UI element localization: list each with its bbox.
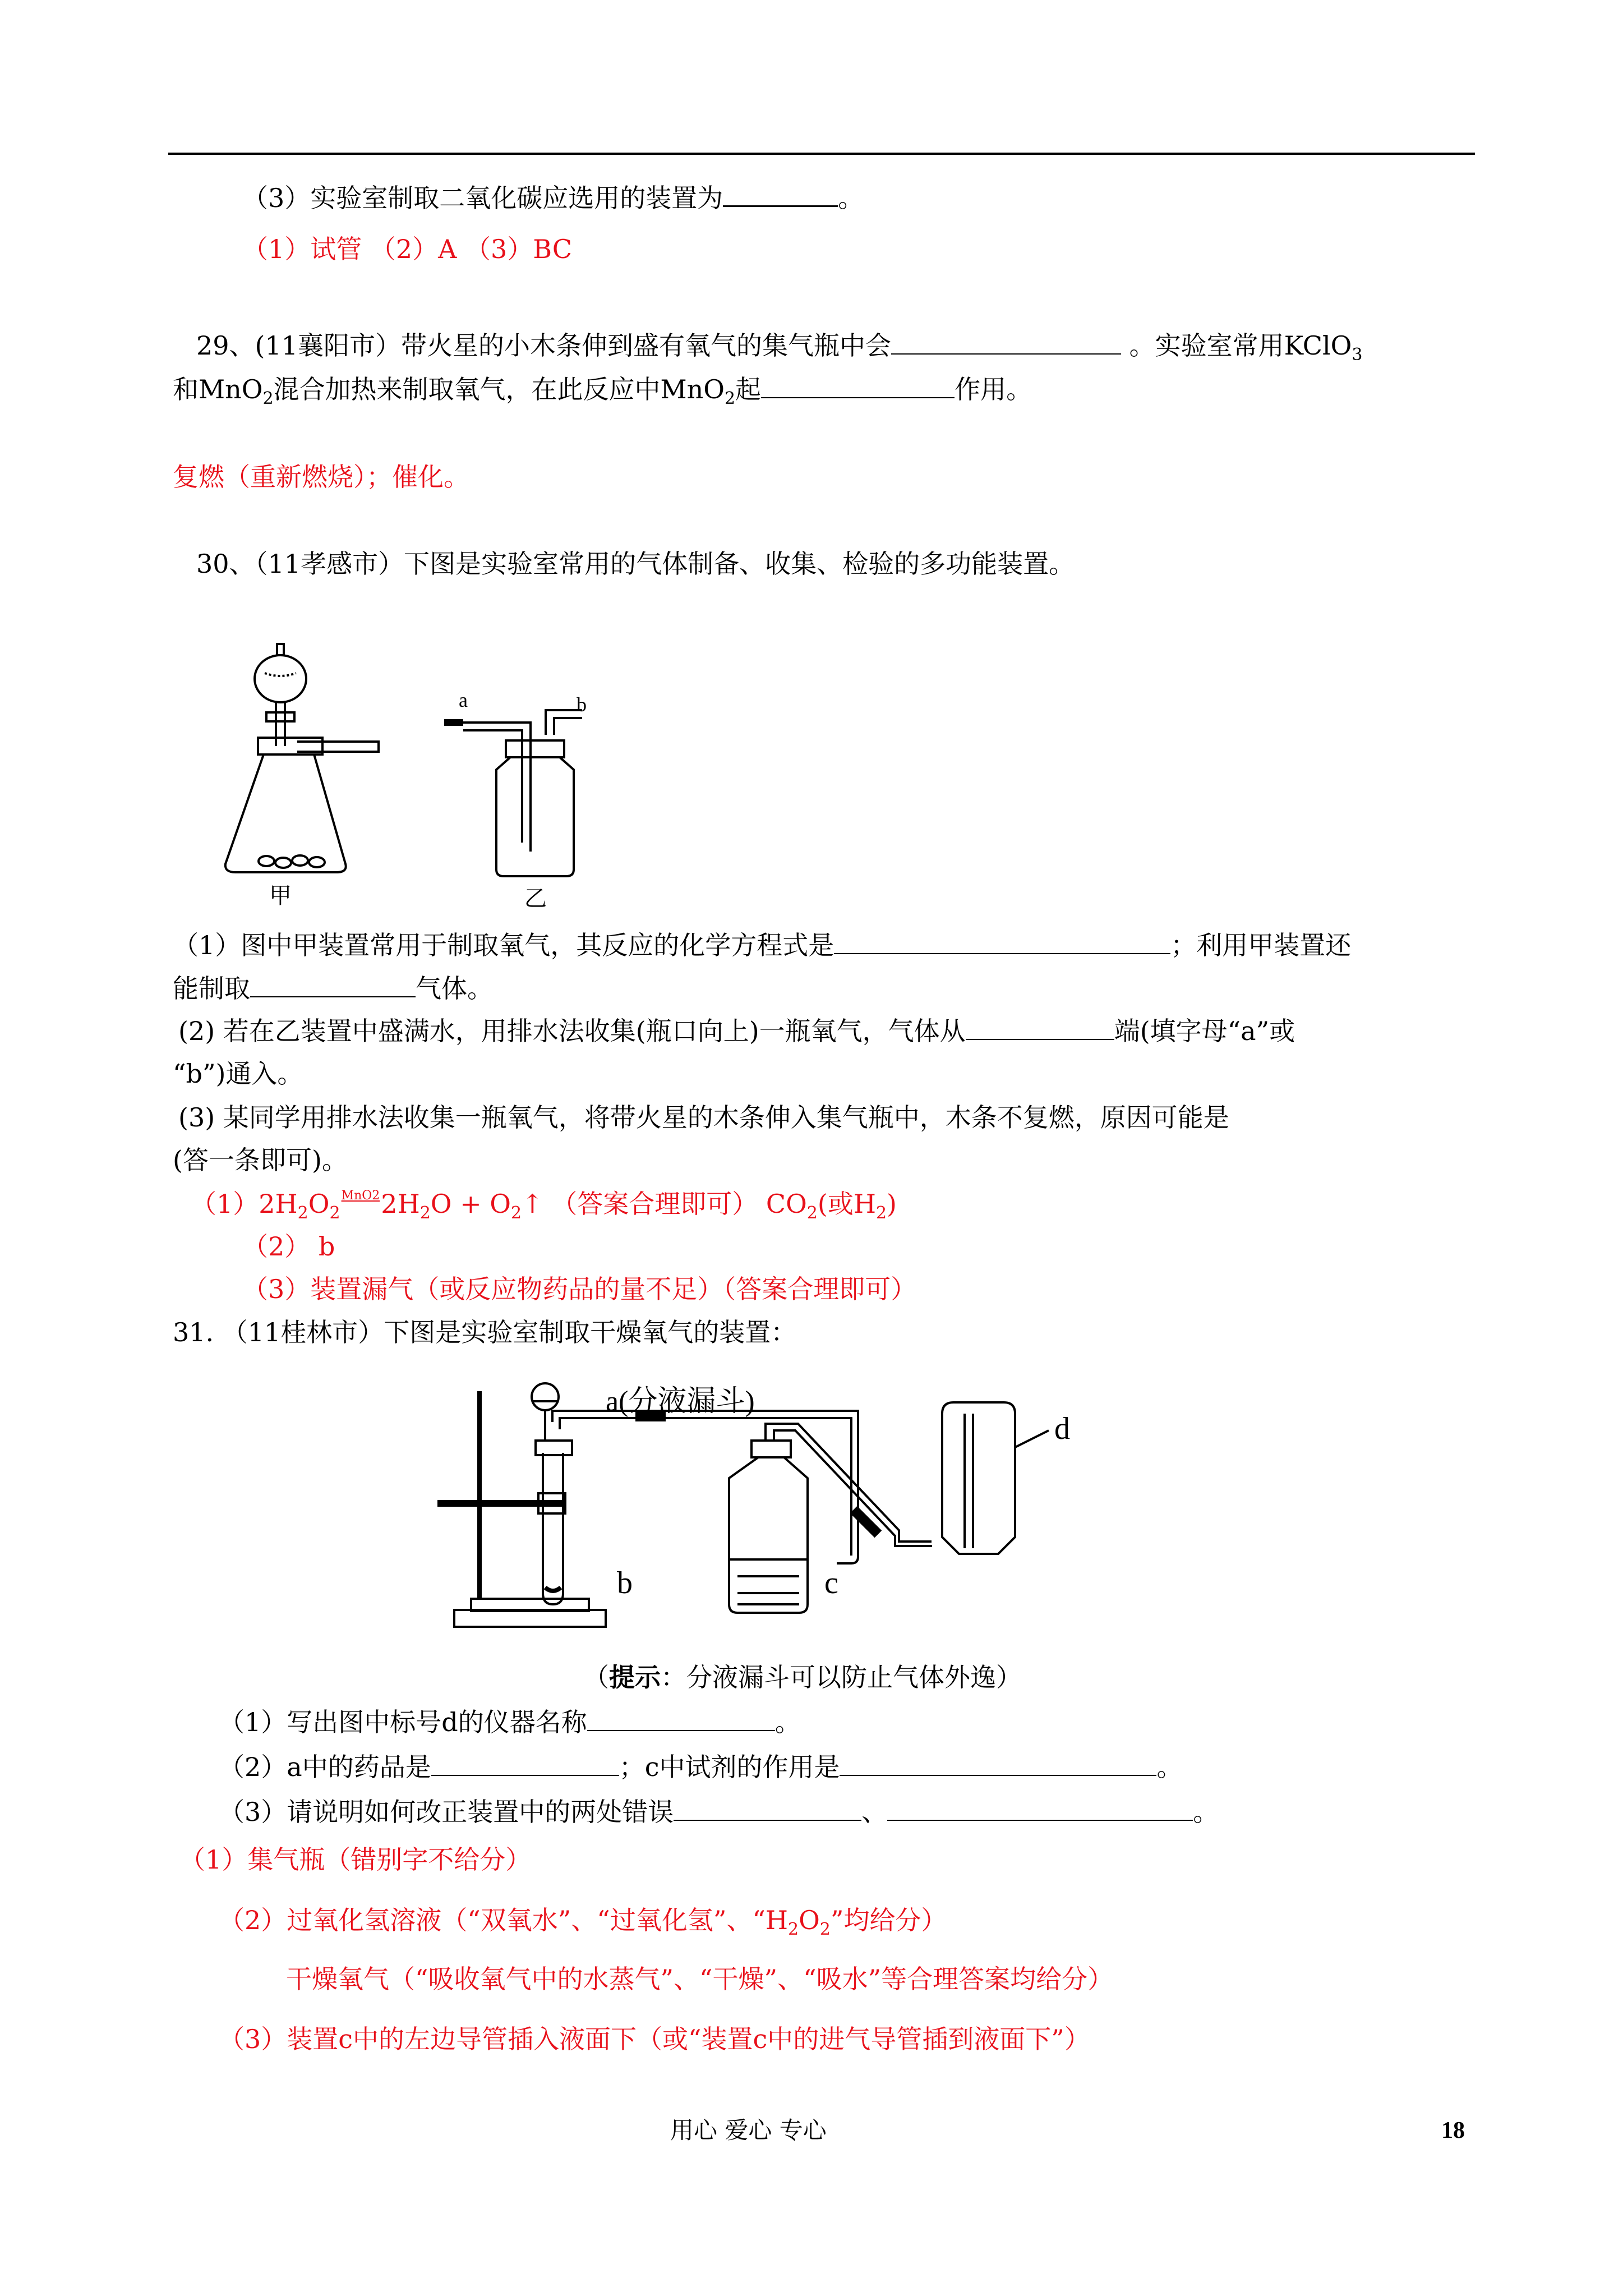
q30-part2-line2: “b”)通入。	[173, 1059, 303, 1089]
q31-answer-1: （1）集气瓶（错别字不给分）	[179, 1844, 532, 1875]
q30-part1-line1: （1）图中甲装置常用于制取氧气，其反应的化学方程式是 ；利用甲装置还	[173, 928, 1351, 962]
label-d: d	[1054, 1411, 1070, 1446]
answer-blank	[761, 372, 955, 398]
footer-motto: 用心 爱心 专心	[670, 2116, 827, 2144]
q28-part3: （3）实验室制取二氧化碳应选用的装置为 。	[242, 181, 864, 215]
answer-blank	[587, 1705, 775, 1731]
answer-blank	[966, 1014, 1114, 1040]
q31-intro: 31. （11桂林市）下图是实验室制取干燥氧气的装置：	[173, 1317, 797, 1347]
q30-apparatus-figure	[213, 623, 617, 914]
q31-part2: （2）a中的药品是 ；c中试剂的作用是 。	[219, 1750, 1182, 1784]
q31-part1: （1）写出图中标号d的仪器名称 。	[219, 1705, 801, 1739]
label-jia: 甲	[269, 883, 292, 908]
label-b: b	[617, 1566, 633, 1600]
q31-answer-2: （2）过氧化氢溶液（“双氧水”、“过氧化氢”、“$H_2O_2$”均给分）	[219, 1905, 947, 1939]
answer-blank	[887, 1795, 1193, 1821]
q31-answer-2-line2: 干燥氧气（“吸收氧气中的水蒸气”、“干燥”、“吸水”等合理答案均给分）	[286, 1964, 1114, 1994]
label-a-funnel: a(分液漏斗)	[606, 1386, 755, 1418]
label-yi: 乙	[524, 886, 547, 911]
q31-hint: （提示：分液漏斗可以防止气体外逸）	[583, 1662, 1022, 1692]
q29-answer: 复燃（重新燃烧）；催化。	[173, 462, 469, 492]
q31-part3: （3）请说明如何改正装置中的两处错误 、 。	[219, 1795, 1219, 1829]
q29-line1: 29、(11襄阳市）带火星的小木条伸到盛有氧气的集气瓶中会 。实验室常用KClO$_3$	[196, 329, 1362, 372]
q30-answer-1: $(1)2H_2O_2MnO22H_2O$ + $O_2↑$ （答案合理即可） $CO_2$(或$H_2$)	[191, 1187, 897, 1230]
bottle-yi-apparatus	[444, 710, 582, 876]
header-rule	[168, 153, 1475, 155]
label-c: c	[824, 1566, 838, 1600]
answer-blank	[891, 329, 1121, 355]
q30-part3-line2: (答一条即可)。	[173, 1145, 348, 1175]
answer-blank	[723, 181, 838, 207]
q31-apparatus-figure	[437, 1369, 1110, 1649]
q30-answer-3: （3）装置漏气（或反应物药品的量不足）（答案合理即可）	[242, 1274, 917, 1304]
q29-line2: 和MnO$_2$混合加热来制取氧气，在此反应中MnO$_2$起 作用。	[173, 372, 1032, 416]
q31-answer-3: （3）装置c中的左边导管插入液面下（或“装置c中的进气导管插到液面下”）	[219, 2024, 1090, 2054]
iron-stand-apparatus	[437, 1383, 1049, 1627]
q30-intro: 30、（11孝感市）下图是实验室常用的气体制备、收集、检验的多功能装置。	[196, 549, 1075, 579]
answer-blank	[674, 1795, 861, 1821]
q28-answer: （1）试管 （2）A （3）BC	[242, 234, 573, 264]
answer-blank	[834, 928, 1170, 954]
answer-blank	[840, 1750, 1156, 1776]
catalyst-label: MnO2	[341, 1189, 380, 1203]
q30-part2-line1: (2) 若在乙装置中盛满水，用排水法收集(瓶口向上)一瓶氧气，气体从 端(填字母“a”或	[178, 1014, 1295, 1048]
answer-blank	[250, 972, 416, 997]
q30-part1-line2: 能制取 气体。	[173, 972, 493, 1005]
flask-jia-apparatus	[225, 644, 379, 872]
q30-part3-line1: (3) 某同学用排水法收集一瓶氧气，将带火星的木条伸入集气瓶中，木条不复燃，原因可能是	[178, 1102, 1229, 1133]
page-number: 18	[1441, 2118, 1465, 2143]
q30-answer-2: （2） b	[242, 1231, 335, 1262]
label-a: a	[459, 689, 468, 711]
label-b: b	[577, 693, 587, 716]
answer-blank	[431, 1750, 619, 1776]
